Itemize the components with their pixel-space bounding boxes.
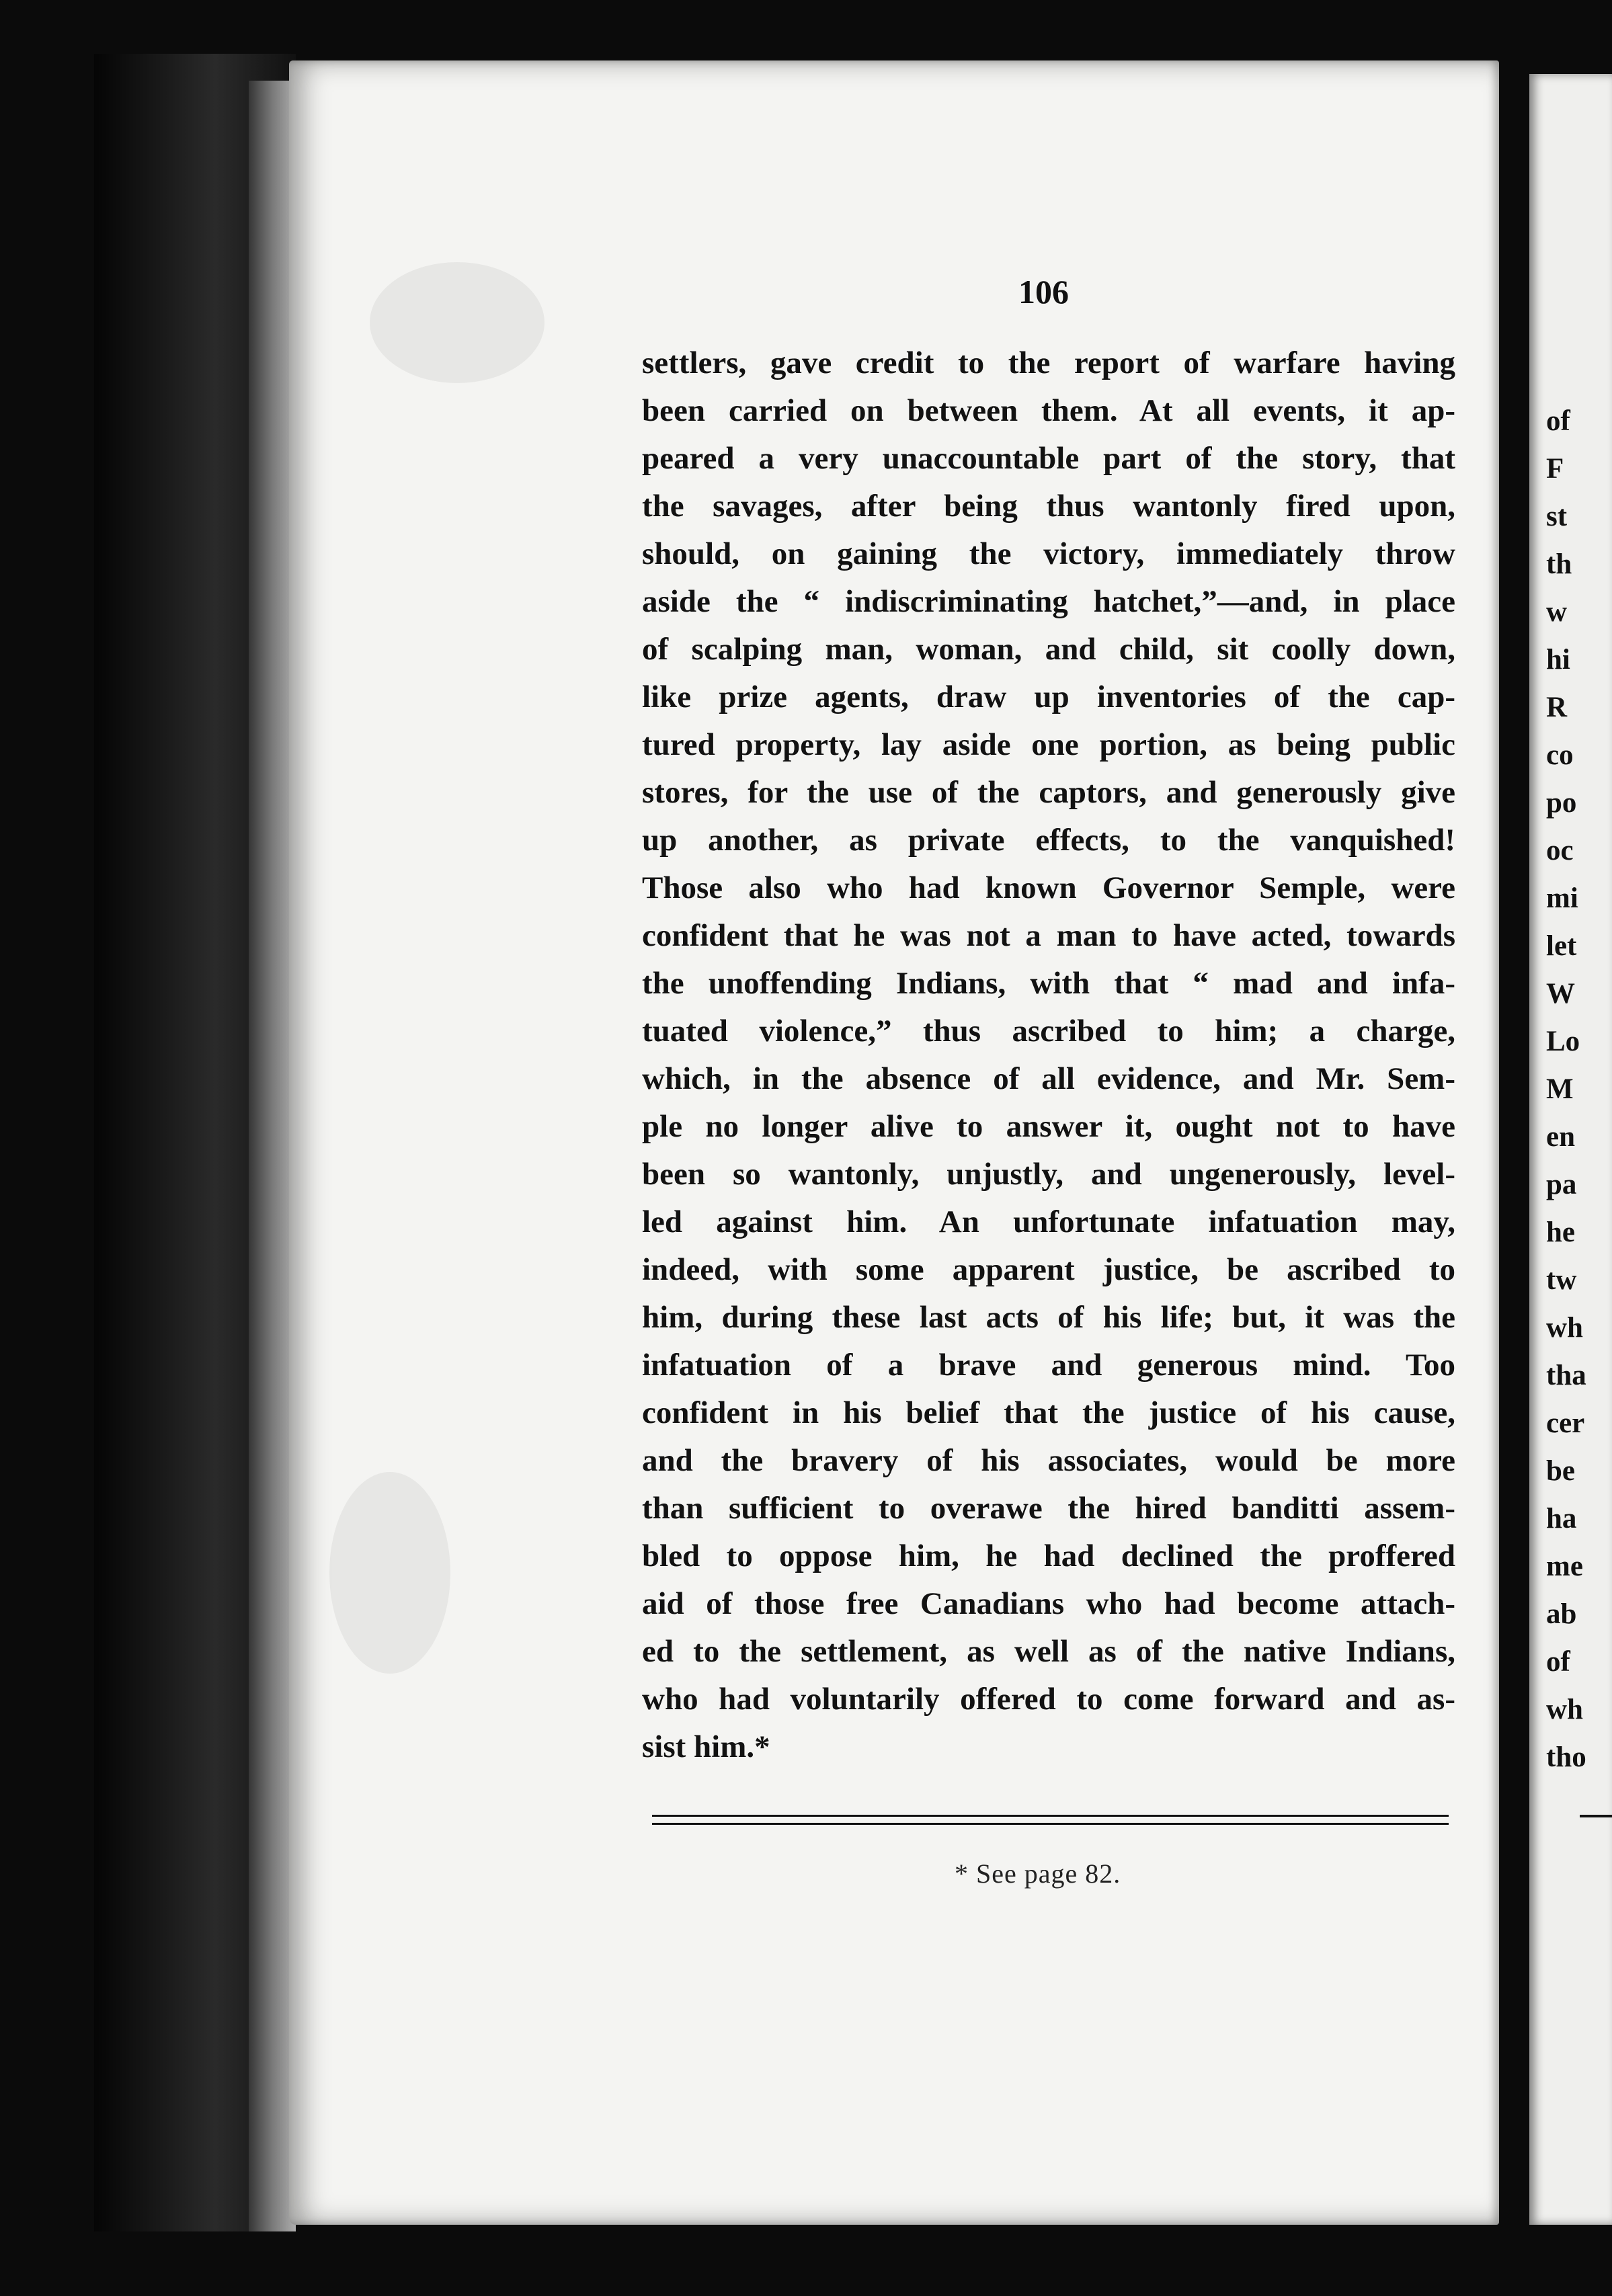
adjacent-page-fragment: oc: [1546, 835, 1574, 866]
footnote: * See page 82.: [955, 1858, 1121, 1889]
adjacent-page-fragment: tho: [1546, 1741, 1586, 1773]
footnote-rule: [652, 1815, 1449, 1817]
text-line: ple no longer alive to answer it, ought not to have: [642, 1109, 1455, 1144]
page-number: 106: [1018, 273, 1069, 311]
adjacent-page-fragment: let: [1546, 930, 1577, 962]
text-line: him, during these last acts of his life; but, it was the: [642, 1300, 1455, 1335]
adjacent-page-fragment: tha: [1546, 1360, 1586, 1391]
text-line: peared a very unaccountable part of the story, that: [642, 441, 1455, 476]
text-line: indeed, with some apparent justice, be ascribed to: [642, 1252, 1455, 1287]
adjacent-page-fragment: co: [1546, 739, 1574, 771]
text-line: tured property, lay aside one portion, as being public: [642, 727, 1455, 762]
text-line: like prize agents, draw up inventories of the cap-: [642, 680, 1455, 714]
adjacent-page-fragment: he: [1546, 1217, 1575, 1248]
adjacent-page-rule: [1580, 1815, 1612, 1817]
adjacent-page-fragment: w: [1546, 596, 1568, 628]
adjacent-page-fragment: W: [1546, 978, 1575, 1010]
text-line: aid of those free Canadians who had become attach-: [642, 1586, 1455, 1621]
text-line: been so wantonly, unjustly, and ungenerously, level-: [642, 1157, 1455, 1192]
adjacent-page-fragment: me: [1546, 1551, 1583, 1582]
adjacent-page-fragment: M: [1546, 1073, 1574, 1105]
adjacent-page-fragment: F: [1546, 453, 1564, 485]
text-line: should, on gaining the victory, immediately throw: [642, 536, 1455, 571]
adjacent-page-fragment: mi: [1546, 883, 1578, 914]
text-line: infatuation of a brave and generous mind. Too: [642, 1348, 1455, 1383]
adjacent-page-fragment: Lo: [1546, 1026, 1580, 1057]
text-line: confident that he was not a man to have acted, towards: [642, 918, 1455, 953]
adjacent-page-fragment: hi: [1546, 644, 1570, 675]
text-line: led against him. An unfortunate infatuation may,: [642, 1204, 1455, 1239]
text-line: stores, for the use of the captors, and generously give: [642, 775, 1455, 810]
body-text: [642, 339, 1455, 1771]
adjacent-page-fragment: tw: [1546, 1264, 1577, 1296]
text-line: sist him.*: [642, 1729, 770, 1764]
adjacent-page-fragment: po: [1546, 787, 1577, 819]
text-line: bled to oppose him, he had declined the proffered: [642, 1539, 1455, 1573]
text-line: who had voluntarily offered to come forward and as-: [642, 1682, 1455, 1717]
text-line: settlers, gave credit to the report of warfare having: [642, 345, 1455, 380]
text-line: been carried on between them. At all events, it ap-: [642, 393, 1455, 428]
text-line: up another, as private effects, to the vanquished!: [642, 823, 1455, 858]
adjacent-page-fragment: wh: [1546, 1694, 1583, 1725]
text-line: ed to the settlement, as well as of the native Indians,: [642, 1634, 1455, 1669]
adjacent-page-fragment: of: [1546, 405, 1570, 437]
text-line: of scalping man, woman, and child, sit coolly down,: [642, 632, 1455, 667]
footnote-rule: [652, 1823, 1449, 1825]
adjacent-page-fragment: R: [1546, 692, 1568, 723]
text-line: which, in the absence of all evidence, and Mr. Sem-: [642, 1061, 1455, 1096]
adjacent-page-fragment: st: [1546, 501, 1568, 532]
text-line: Those also who had known Governor Semple, were: [642, 870, 1455, 905]
adjacent-page-fragment: ha: [1546, 1503, 1577, 1534]
adjacent-page-fragment: cer: [1546, 1407, 1585, 1439]
adjacent-page-fragment: of: [1546, 1646, 1570, 1678]
adjacent-page-fragment: pa: [1546, 1169, 1577, 1200]
text-line: confident in his belief that the justice of his cause,: [642, 1395, 1455, 1430]
adjacent-page-fragment: en: [1546, 1121, 1575, 1153]
paper-stain: [370, 262, 545, 383]
text-line: than sufficient to overawe the hired banditti assem-: [642, 1491, 1455, 1526]
text-line: and the bravery of his associates, would be more: [642, 1443, 1455, 1478]
adjacent-page-fragment: wh: [1546, 1312, 1583, 1344]
text-line: aside the “ indiscriminating hatchet,”—and, in place: [642, 584, 1455, 619]
text-line: the savages, after being thus wantonly fired upon,: [642, 489, 1455, 524]
adjacent-page-fragment: ab: [1546, 1598, 1577, 1630]
adjacent-page-fragment: be: [1546, 1455, 1575, 1487]
paper-stain: [329, 1472, 450, 1674]
text-line: the unoffending Indians, with that “ mad and infa-: [642, 966, 1455, 1001]
text-line: tuated violence,” thus ascribed to him; a charge,: [642, 1014, 1455, 1049]
adjacent-page-fragment: th: [1546, 548, 1572, 580]
